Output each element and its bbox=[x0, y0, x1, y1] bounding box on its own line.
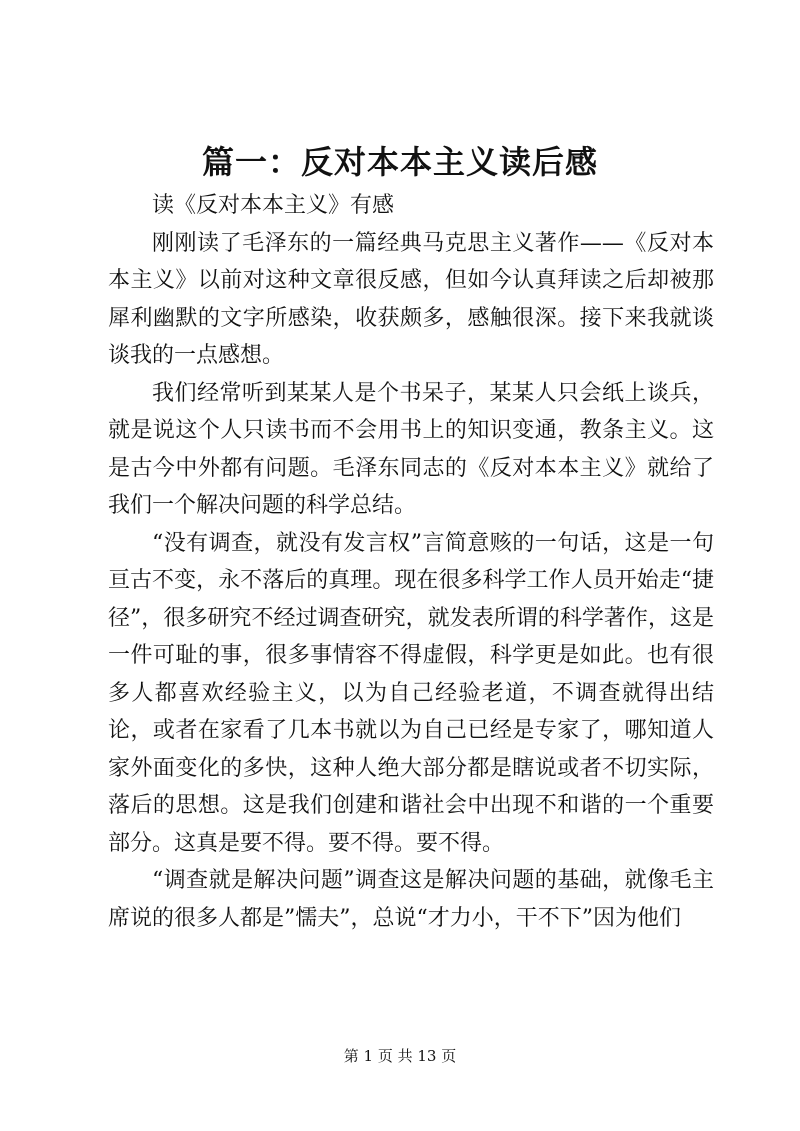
paragraph: “调查就是解决问题”调查这是解决问题的基础，就像毛主席说的很多人都是”懦夫”，总说“才力小，干不下”因为他们 bbox=[108, 868, 714, 931]
page-number-footer: 第 1 页 共 13 页 bbox=[343, 1047, 457, 1065]
paragraph: 刚刚读了毛泽东的一篇经典马克思主义著作——《反对本本主义》以前对这种文章很反感，但如今认真拜读之后却被那犀利幽默的文字所感染，收获颇多，感触很深。接下来我就谈谈我的一点感想。 bbox=[108, 230, 714, 368]
document-body bbox=[108, 187, 714, 937]
paragraph: 我们经常听到某某人是个书呆子，某某人只会纸上谈兵，就是说这个人只读书而不会用书上的知识变通，教条主义。这是古今中外都有问题。毛泽东同志的《反对本本主义》就给了我们一个解决问题的科学总结。 bbox=[108, 380, 714, 518]
paragraph: “没有调查，就没有发言权”言简意赅的一句话，这是一句亘古不变，永不落后的真理。现在很多科学工作人员开始走“捷径”，很多研究不经过调查研究，就发表所谓的科学著作，这是一件可耻的事，很多事情容不得虚假，科学更是如此。也有很多人都喜欢经验主义，以为自己经验老道，不调查就得出结论，或者在家看了几本书就以为自己已经是专家了，哪知道人家外面变化的多快，这种人绝大部分都是瞎说或者不切实际，落后的思想。这是我们创建和谐社会中出现不和谐的一个重要部分。这真是要不得。要不得。要不得。 bbox=[108, 530, 714, 856]
document-title: 篇一：反对本本主义读后感 bbox=[201, 143, 598, 181]
paragraph-subtitle: 读《反对本本主义》有感 bbox=[152, 193, 395, 218]
